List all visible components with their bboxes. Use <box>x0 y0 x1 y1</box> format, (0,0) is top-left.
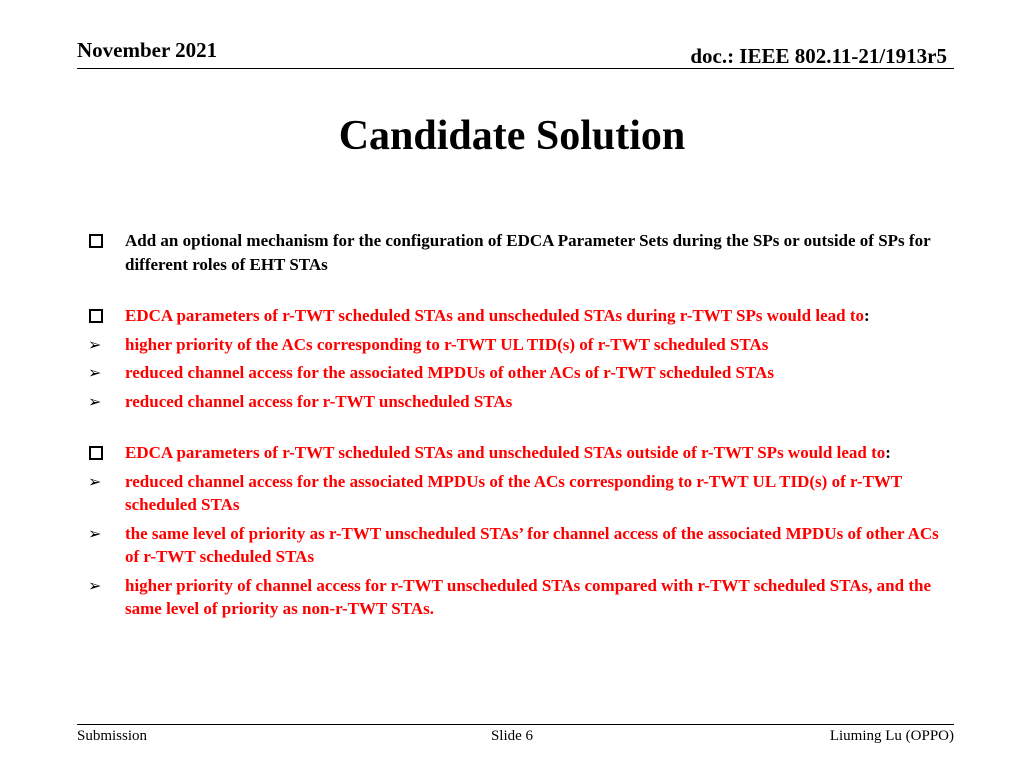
bullet-suffix: : <box>864 306 870 325</box>
bullet-text: higher priority of the ACs corresponding to r-TWT UL TID(s) of r-TWT scheduled STAs <box>125 334 769 354</box>
footer-submission: Submission <box>77 728 148 744</box>
bullet-text: reduced channel access for the associated MPDUs of the ACs corresponding to r-TWT UL TID(s) of r-TWT scheduled STAs <box>125 471 902 514</box>
slide-title: Candidate Solution <box>338 113 686 159</box>
bullet-text: higher priority of channel access for r-TWT unscheduled STAs compared with r-TWT scheduled STAs, and the same level of priority as non-r-TWT STAs. <box>125 575 931 618</box>
slide-body <box>86 229 956 626</box>
arrow-bullet-icon: ➢ <box>88 391 102 411</box>
arrow-bullet-icon: ➢ <box>88 363 102 382</box>
bullet-text: EDCA parameters of r-TWT scheduled STAs and unscheduled STAs outside of r-TWT SPs would lead to <box>125 443 886 462</box>
bullet-suffix: : <box>885 443 891 462</box>
bullet-item <box>86 229 956 276</box>
bullet-item <box>86 304 956 328</box>
footer-divider <box>77 724 954 725</box>
square-bullet-icon <box>89 234 103 248</box>
footer-slide-number: Slide 6 <box>490 728 534 744</box>
square-bullet-icon <box>89 446 103 460</box>
bullet-item <box>86 522 956 569</box>
arrow-bullet-icon: ➢ <box>88 575 102 595</box>
bullet-text: the same level of priority as r-TWT unscheduled STAs’ for channel access of the associated MPDUs of other ACs of r-TWT scheduled STAs <box>125 523 939 566</box>
footer-author: Liuming Lu (OPPO) <box>829 728 954 744</box>
square-bullet-icon <box>89 309 103 323</box>
arrow-bullet-icon: ➢ <box>88 471 102 491</box>
arrow-bullet-icon: ➢ <box>88 334 102 354</box>
bullet-text: Add an optional mechanism for the configuration of EDCA Parameter Sets during the SPs or outside of SPs for different roles of EHT STAs <box>125 231 931 274</box>
header-date: November 2021 <box>77 38 218 62</box>
bullet-item <box>86 441 956 465</box>
bullet-text: reduced channel access for the associated MPDUs of other ACs of r-TWT scheduled STAs <box>125 363 774 382</box>
bullet-item <box>86 361 956 385</box>
header-doc-id: doc.: IEEE 802.11-21/1913r5 <box>690 44 947 68</box>
arrow-bullet-icon: ➢ <box>88 523 102 543</box>
bullet-item <box>86 333 956 357</box>
bullet-item <box>86 574 956 621</box>
bullet-text: EDCA parameters of r-TWT scheduled STAs and unscheduled STAs during r-TWT SPs would lead to <box>125 306 864 325</box>
bullet-text: reduced channel access for r-TWT unscheduled STAs <box>125 391 513 411</box>
bullet-item <box>86 470 956 517</box>
header-divider <box>77 68 954 69</box>
bullet-item <box>86 390 956 414</box>
